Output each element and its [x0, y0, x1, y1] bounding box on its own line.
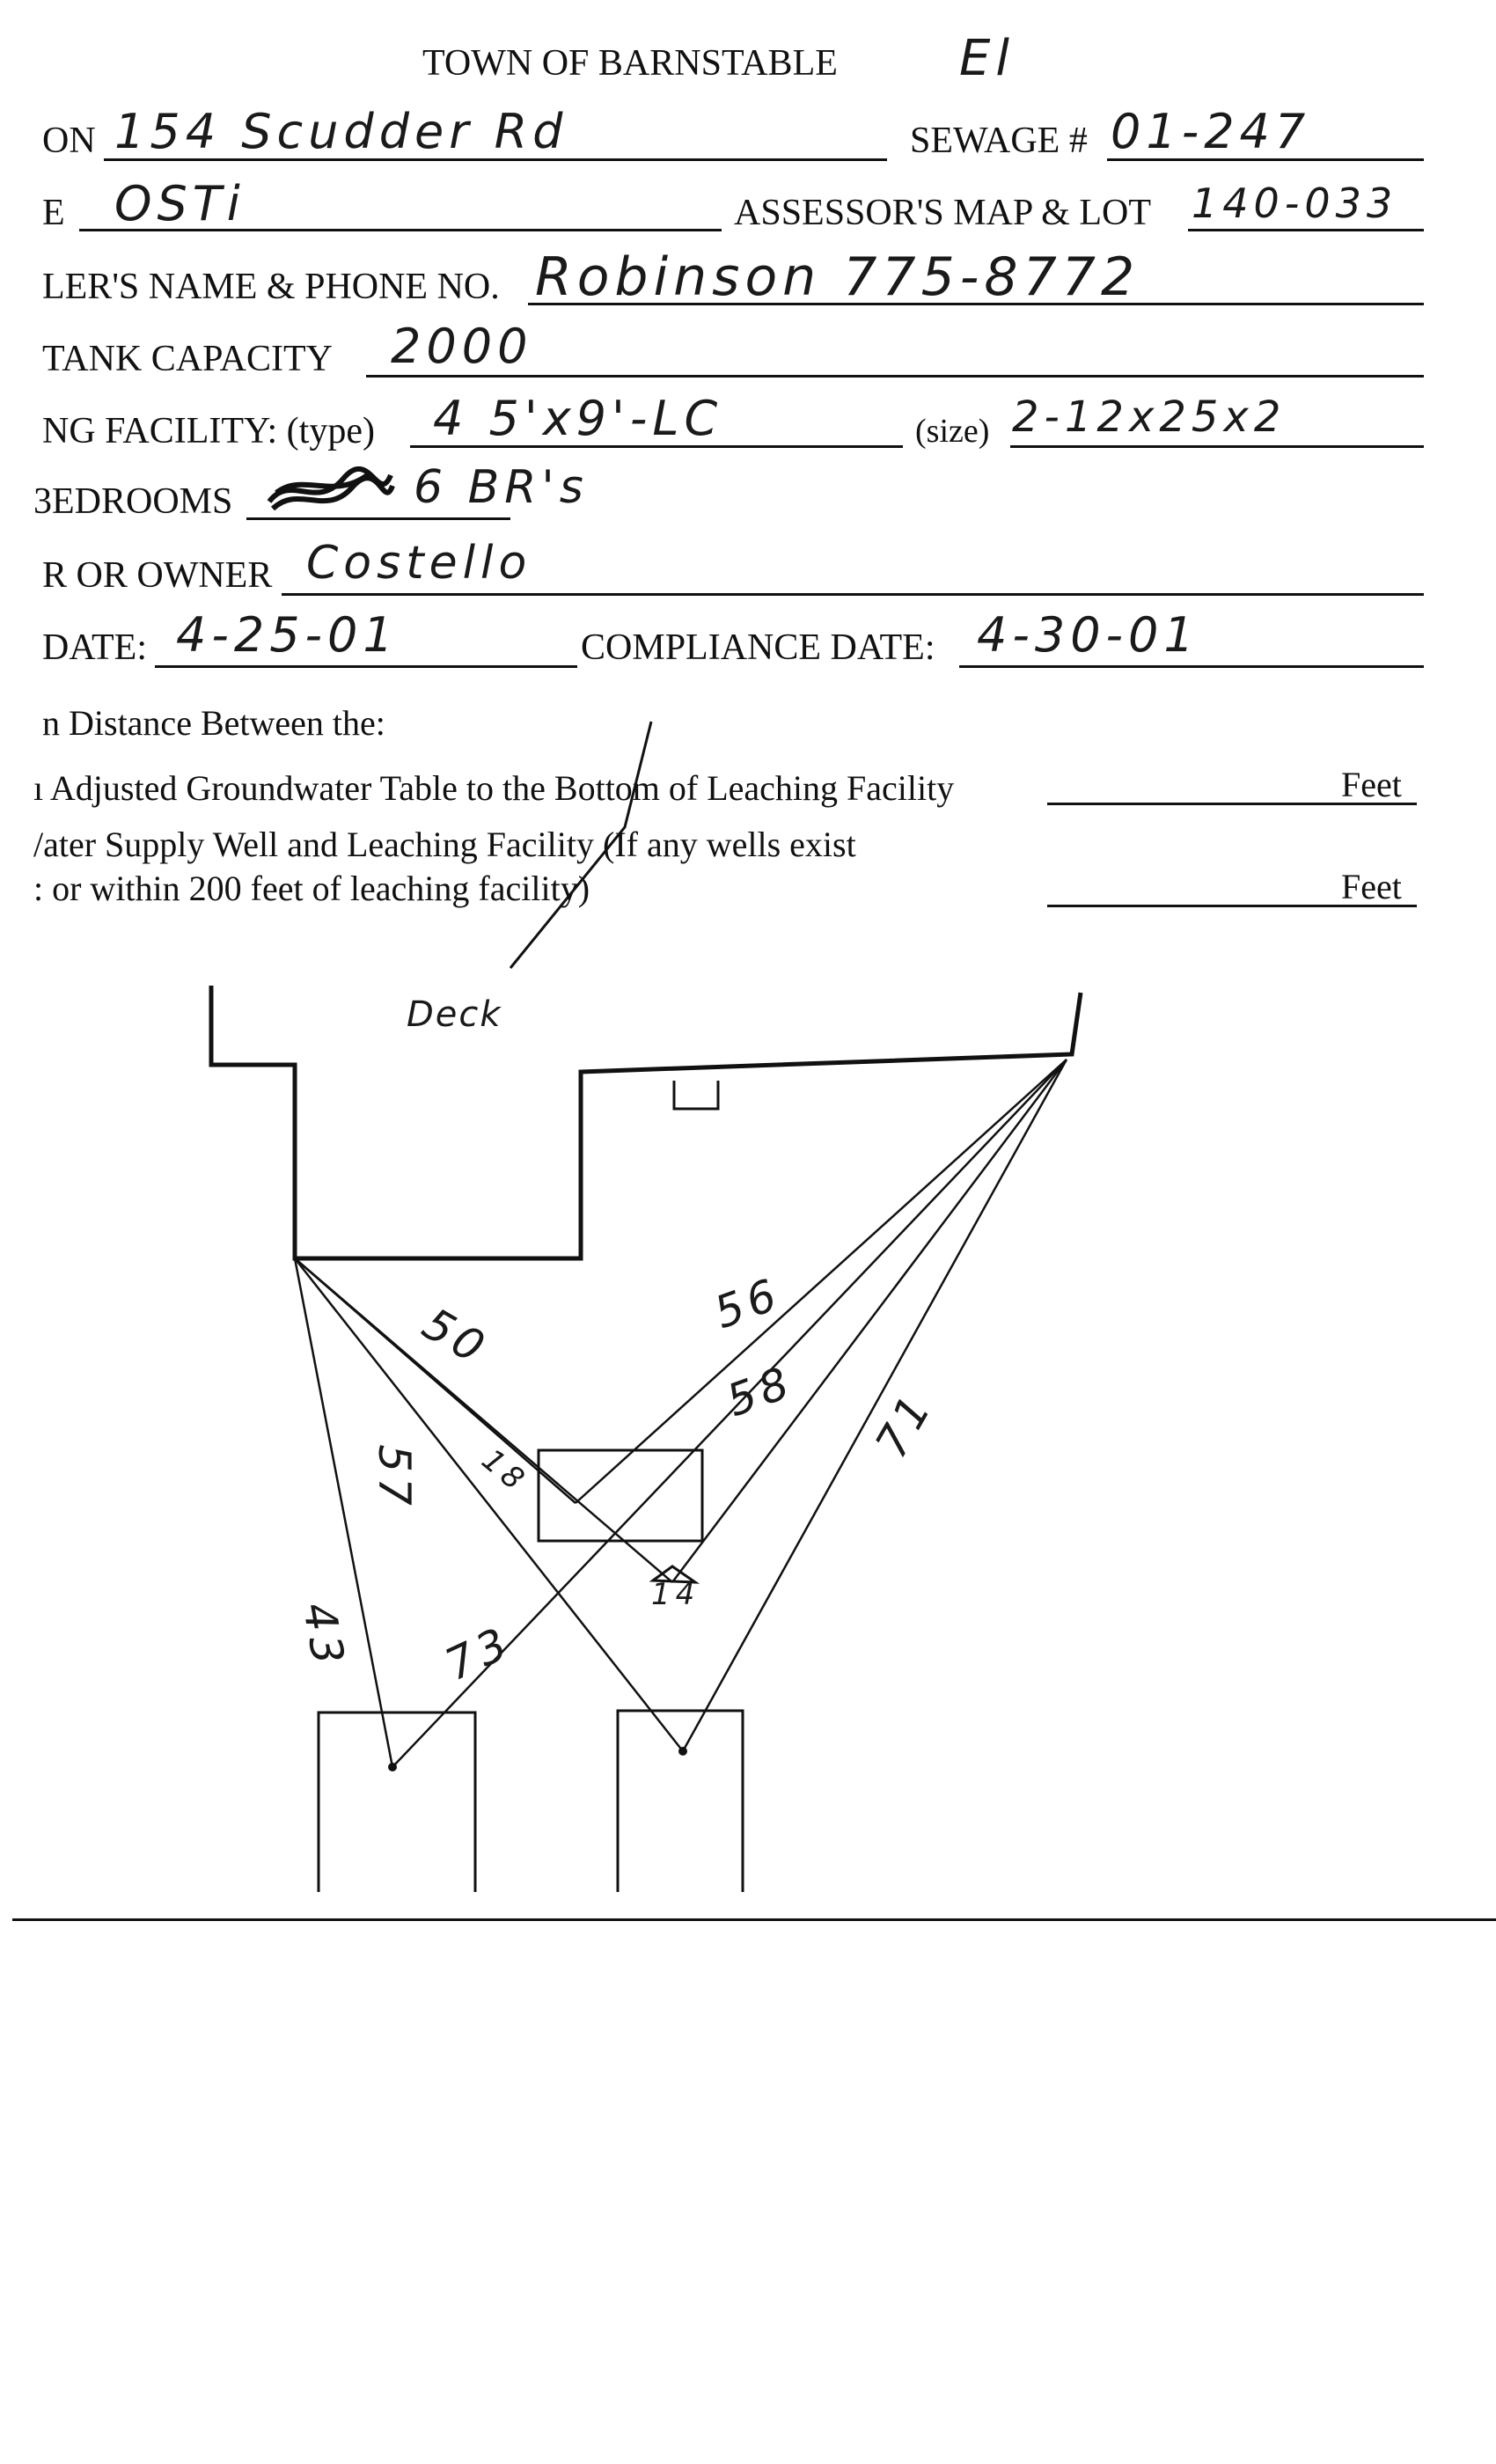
leaching-field-left: [319, 1712, 475, 1892]
owner-label: R OR OWNER: [42, 555, 273, 596]
sewage-label: SEWAGE #: [910, 121, 1088, 161]
installer-label: LER'S NAME & PHONE NO.: [42, 267, 500, 307]
leaching-type-value: 4 5'x9'-LC: [433, 391, 723, 446]
scribbled-out-mark: [264, 466, 396, 519]
well-distance-text-2: : or within 200 feet of leaching facility): [33, 869, 590, 908]
leaching-field-right: [618, 1711, 743, 1892]
groundwater-distance-unit: Feet: [1341, 765, 1402, 804]
village-label: E: [42, 193, 65, 233]
distance-heading: n Distance Between the:: [42, 703, 385, 743]
village-line: [79, 229, 722, 231]
leaching-size-value: 2-12x25x2: [1012, 392, 1287, 442]
tank-capacity-line: [366, 375, 1424, 378]
compliance-date-line: [959, 665, 1424, 668]
step-box: [674, 1081, 718, 1109]
bedrooms-line: [246, 517, 510, 520]
measurement-43: 43: [292, 1598, 355, 1674]
leaching-type-line: [410, 445, 903, 448]
owner-value: Costello: [306, 537, 532, 590]
sewage-line: [1107, 158, 1424, 161]
measurement-57: 57: [368, 1444, 420, 1511]
leaching-size-label: (size): [915, 413, 990, 450]
measurement-14: 14: [651, 1577, 700, 1612]
bedrooms-value: 6 BR's: [414, 461, 589, 514]
tank-capacity-value: 2000: [391, 319, 533, 374]
pen-slash-mark: [493, 713, 686, 977]
measurement-lines: [292, 1060, 1067, 1767]
owner-line: [282, 593, 1424, 596]
well-distance-unit: Feet: [1341, 867, 1402, 906]
measurement-71: 71: [865, 1382, 943, 1467]
page-bottom-rule: [12, 1918, 1496, 1921]
map-lot-line: [1188, 229, 1424, 231]
measurement-56: 56: [708, 1267, 788, 1339]
leaching-type-label: NG FACILITY: (type): [42, 411, 375, 451]
well-distance-text: /ater Supply Well and Leaching Facility (If any wells exist: [33, 825, 856, 864]
site-sketch: [0, 950, 1496, 1945]
date-label: DATE:: [42, 627, 147, 668]
bedrooms-label: 3EDROOMS: [33, 481, 233, 522]
compliance-date-label: COMPLIANCE DATE:: [581, 627, 935, 668]
installer-line: [528, 303, 1424, 305]
tank-capacity-label: TANK CAPACITY: [42, 339, 333, 379]
date-value: 4-25-01: [176, 607, 399, 663]
installer-value: Robinson 775-8772: [535, 246, 1140, 308]
measurement-73: 73: [437, 1616, 520, 1691]
location-line: [104, 158, 887, 161]
measurement-50: 50: [414, 1297, 498, 1376]
corner-mark: El: [959, 30, 1015, 87]
location-label: ON: [42, 121, 96, 161]
house-outline: [211, 986, 1081, 1258]
sketch-house-label: Deck: [407, 994, 502, 1035]
location-value: 154 Scudder Rd: [114, 104, 568, 159]
sewage-value: 01-247: [1111, 104, 1311, 159]
compliance-date-value: 4-30-01: [977, 607, 1199, 663]
map-lot-value: 140-033: [1192, 180, 1398, 227]
leaching-size-line: [1010, 445, 1424, 448]
form-title: TOWN OF BARNSTABLE: [422, 43, 838, 84]
measurement-58: 58: [720, 1355, 801, 1427]
village-value: OSTi: [114, 176, 246, 231]
measurement-18: 18: [474, 1441, 535, 1501]
map-lot-label: ASSESSOR'S MAP & LOT: [734, 193, 1151, 233]
date-line: [155, 665, 577, 668]
groundwater-distance-text: ı Adjusted Groundwater Table to the Bottom of Leaching Facility: [33, 768, 955, 808]
